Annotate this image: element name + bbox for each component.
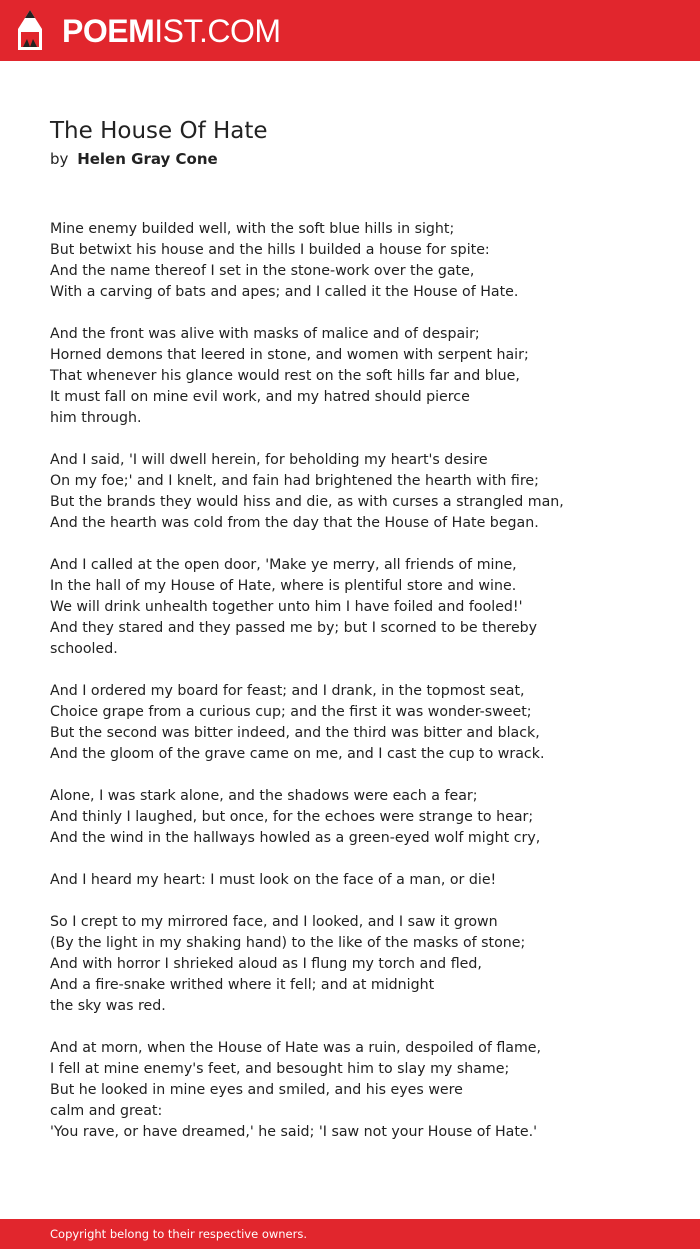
poem-line: him through.: [50, 410, 142, 426]
poem-line: calm and great:: [50, 1103, 163, 1119]
site-footer: [0, 1219, 700, 1249]
poem-line: And they stared and they passed me by; but I scorned to be thereby: [50, 620, 538, 636]
poem-line: On my foe;' and I knelt, and fain had brightened the hearth with fire;: [50, 473, 539, 489]
poem-line: Alone, I was stark alone, and the shadows were each a fear;: [50, 788, 478, 804]
poem-stanza: [50, 681, 670, 765]
brand-name-bold: POEM: [62, 13, 155, 49]
poem-line: In the hall of my House of Hate, where is plentiful store and wine.: [50, 578, 517, 594]
poem-line: And a fire-snake writhed where it fell; and at midnight: [50, 977, 435, 993]
poem-line: But the brands they would hiss and die, as with curses a strangled man,: [50, 494, 564, 510]
poem-line: And the wind in the hallways howled as a green-eyed wolf might cry,: [50, 830, 541, 846]
poem-line: With a carving of bats and apes; and I called it the House of Hate.: [50, 284, 519, 300]
pencil-icon[interactable]: [17, 9, 43, 51]
poem-line: And I said, 'I will dwell herein, for beholding my heart's desire: [50, 452, 488, 468]
poem-line: We will drink unhealth together unto him I have foiled and fooled!': [50, 599, 523, 615]
poem-line: 'You rave, or have dreamed,' he said; 'I saw not your House of Hate.': [50, 1124, 538, 1140]
poem-stanza: [50, 870, 670, 891]
site-logo-text[interactable]: [62, 12, 281, 50]
poem-stanza: [50, 450, 670, 534]
poem-line: And the gloom of the grave came on me, and I cast the cup to wrack.: [50, 746, 545, 762]
poem-line: Choice grape from a curious cup; and the first it was wonder-sweet;: [50, 704, 532, 720]
poem-title: The House Of Hate: [50, 118, 268, 144]
poem-stanza: [50, 324, 670, 429]
poem-line: And the front was alive with masks of malice and of despair;: [50, 326, 480, 342]
site-header: [0, 0, 700, 61]
poem-line: And I ordered my board for feast; and I drank, in the topmost seat,: [50, 683, 525, 699]
poem-line: (By the light in my shaking hand) to the like of the masks of stone;: [50, 935, 526, 951]
poem-line: And the name thereof I set in the stone-work over the gate,: [50, 263, 475, 279]
poem-stanza: [50, 1038, 670, 1143]
brand-name-light: IST.COM: [154, 13, 281, 49]
poem-line: Mine enemy builded well, with the soft blue hills in sight;: [50, 221, 455, 237]
poem-line: I fell at mine enemy's feet, and besought him to slay my shame;: [50, 1061, 510, 1077]
poem-line: But he looked in mine eyes and smiled, and his eyes were: [50, 1082, 463, 1098]
poem-line: That whenever his glance would rest on the soft hills far and blue,: [50, 368, 520, 384]
poem-stanza: [50, 219, 670, 303]
byline: [50, 148, 670, 170]
by-label: by: [50, 150, 69, 168]
poem-stanza: [50, 912, 670, 1017]
poem-line: And with horror I shrieked aloud as I flung my torch and fled,: [50, 956, 482, 972]
poem-stanza: [50, 555, 670, 660]
poem-line: Horned demons that leered in stone, and women with serpent hair;: [50, 347, 529, 363]
poem-body: [50, 219, 670, 1164]
copyright-notice: Copyright belong to their respective owners.: [50, 1227, 308, 1241]
poem-line: And thinly I laughed, but once, for the echoes were strange to hear;: [50, 809, 534, 825]
poem-line: And at morn, when the House of Hate was a ruin, despoiled of flame,: [50, 1040, 542, 1056]
poem-line: It must fall on mine evil work, and my hatred should pierce: [50, 389, 470, 405]
poem-line: But the second was bitter indeed, and the third was bitter and black,: [50, 725, 540, 741]
poem-line: And I called at the open door, 'Make ye merry, all friends of mine,: [50, 557, 517, 573]
author-name: Helen Gray Cone: [77, 150, 218, 168]
poem-line: And I heard my heart: I must look on the face of a man, or die!: [50, 872, 497, 888]
poem-line: schooled.: [50, 641, 118, 657]
poem-line: But betwixt his house and the hills I builded a house for spite:: [50, 242, 490, 258]
poem-line: So I crept to my mirrored face, and I looked, and I saw it grown: [50, 914, 498, 930]
poem-line: And the hearth was cold from the day that the House of Hate began.: [50, 515, 539, 531]
poem-stanza: [50, 786, 670, 849]
poem-line: the sky was red.: [50, 998, 166, 1014]
poem-heading: [50, 115, 670, 170]
